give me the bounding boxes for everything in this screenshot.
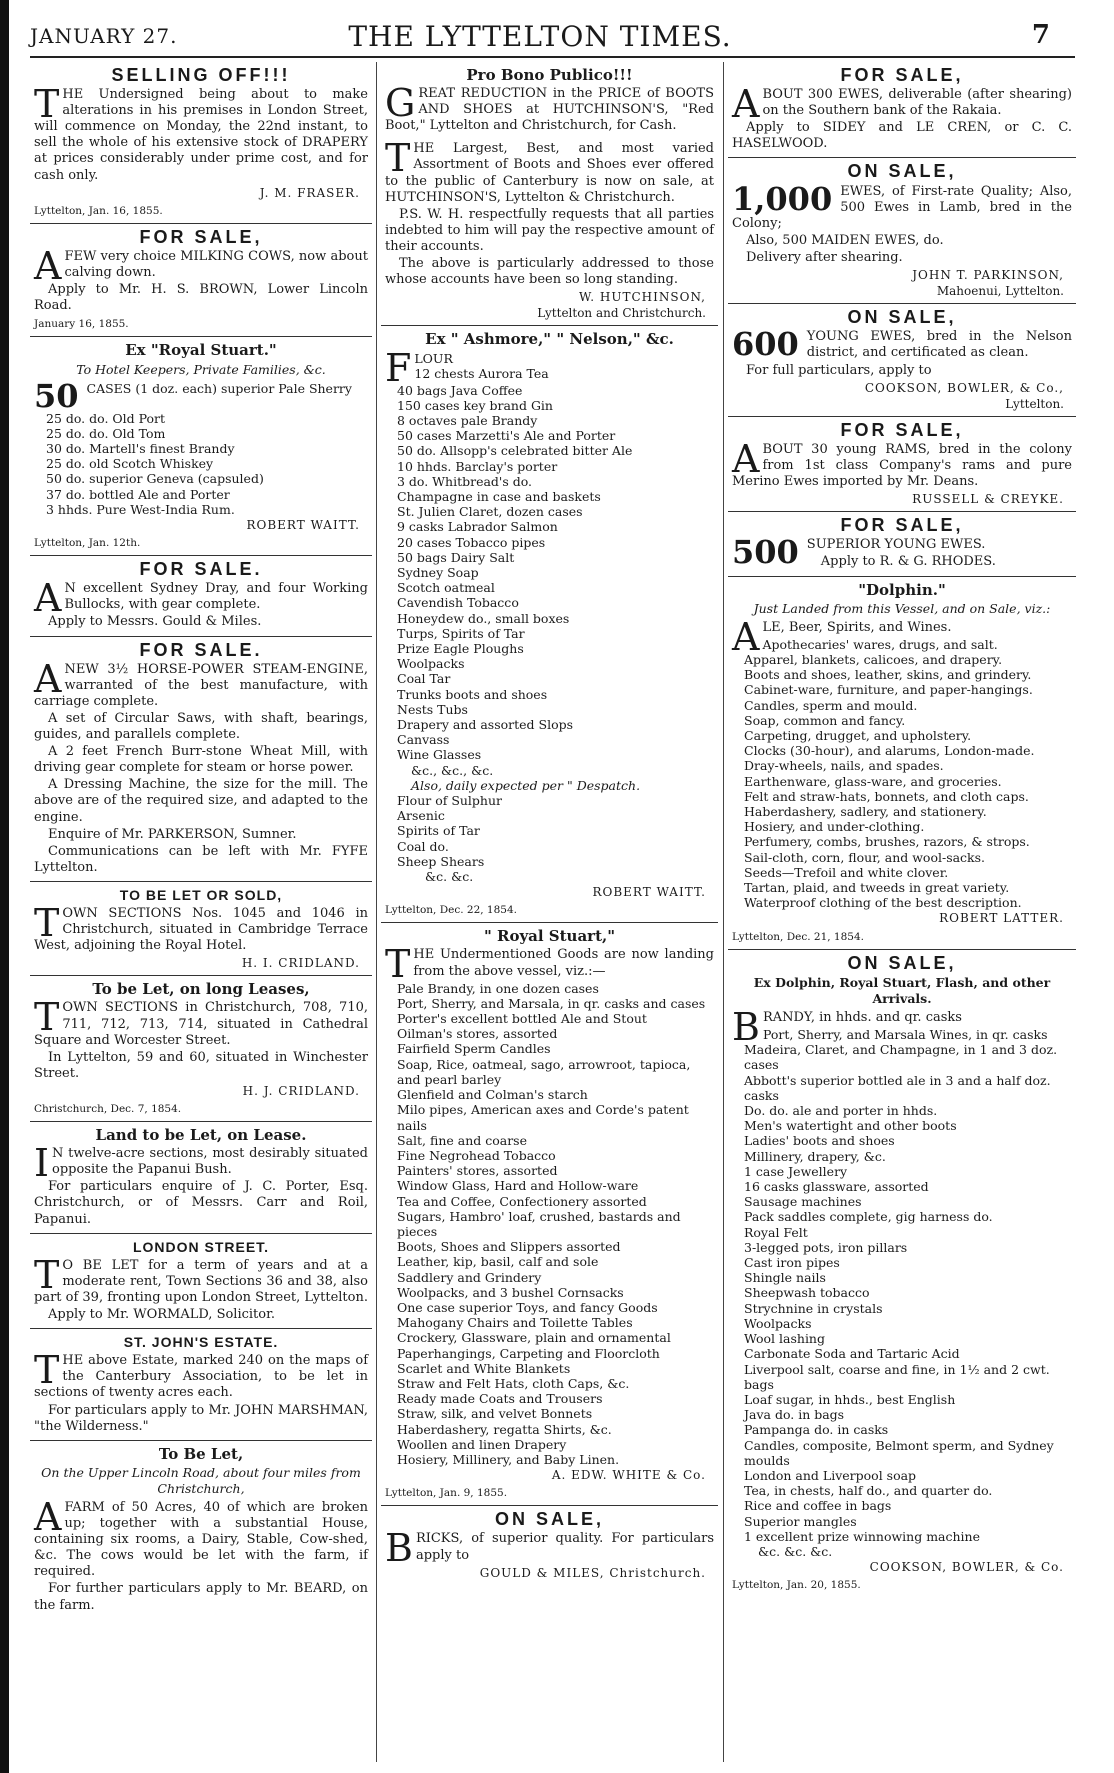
ad-text: N excellent Sydney Dray, and four Working Bullocks, with gear complete. xyxy=(64,581,368,613)
list-item: Honeydew do., small boxes xyxy=(397,610,570,626)
ad-subheading: Just Landed from this Vessel, and on Sale, viz.: xyxy=(753,600,1051,616)
list-item: Straw, silk, and velvet Bonnets xyxy=(397,1406,593,1422)
list-item: Porter's excellent bottled Ale and Stout xyxy=(397,1011,647,1027)
ad-bricks xyxy=(381,1506,718,1584)
list-item: Boots and shoes, leather, skins, and grindery. xyxy=(744,667,1032,683)
column-rule xyxy=(376,62,377,1762)
ad-heading: FOR SALE, xyxy=(840,419,964,440)
ad-heading: TO BE LET OR SOLD, xyxy=(119,886,283,903)
list-item: Sydney Soap xyxy=(397,564,479,580)
list-item: Nests Tubs xyxy=(397,701,468,717)
ad-subheading: Ex Dolphin, Royal Stuart, Flash, and other Arrivals. xyxy=(753,974,1051,1006)
drop-cap: F xyxy=(385,345,412,390)
ad-text: OWN SECTIONS in Christchurch, 708, 710, 711, 712, 713, 714, situated in Cathedral Square and Worcester Street. xyxy=(34,1000,368,1048)
ad-selling-off xyxy=(30,62,372,224)
ad-on-sale-arrivals xyxy=(728,950,1076,1598)
list-item: Felt and straw-hats, bonnets, and cloth caps. xyxy=(744,788,1029,804)
list-item: Coal do. xyxy=(397,838,449,854)
ad-heading: ON SALE, xyxy=(847,307,957,328)
list-item: Liverpool salt, coarse and fine, in 1½ and 2 cwt. bags xyxy=(744,1361,1050,1392)
list-item: 1 excellent prize winnowing machine xyxy=(744,1528,980,1544)
ad-text: FEW very choice MILKING COWS, now about calving down. xyxy=(64,248,368,281)
ad-text: REAT REDUCTION in the PRICE of BOOTS AND SHOES at HUTCHINSON'S, "Red Boot," Lyttelton and Christchurch, for Cash. xyxy=(385,86,714,134)
ad-signature-place: Lyttelton. xyxy=(1005,396,1064,411)
ad-heading: ON SALE, xyxy=(847,952,957,973)
ad-text: P.S. W. H. respectfully requests that all parties indebted to him will pay the respective amount of their accounts. xyxy=(385,206,714,254)
ad-text: Apply to R. & G. RHODES. xyxy=(820,554,996,570)
ad-1000-ewes xyxy=(728,158,1076,304)
ad-heading: "Dolphin." xyxy=(858,580,946,599)
ad-heading: SELLING OFF!!! xyxy=(111,65,291,85)
ad-heading: LONDON STREET. xyxy=(132,1238,270,1255)
ad-dateline: Lyttelton, Jan. 9, 1855. xyxy=(385,1487,508,1500)
drop-cap: A xyxy=(34,243,62,288)
ad-dateline: January 16, 1855. xyxy=(34,318,129,331)
ad-heading: FOR SALE, xyxy=(139,226,263,247)
list-item: Crockery, Glassware, plain and ornamental xyxy=(397,1330,671,1346)
big-number: 50 xyxy=(34,376,79,415)
list-item: Do. do. ale and porter in hhds. xyxy=(744,1103,938,1119)
drop-cap: A xyxy=(34,576,62,621)
issue-date: JANUARY 27. xyxy=(30,24,178,48)
ad-dateline: Lyttelton, Dec. 22, 1854. xyxy=(385,904,517,917)
ad-text: A set of Circular Saws, with shaft, bearings, guides, and parallels complete. xyxy=(34,710,368,743)
list-item: Leather, kip, basil, calf and sole xyxy=(397,1254,599,1270)
list-item: Tea, in chests, half do., and quarter do. xyxy=(744,1483,993,1499)
ad-text: Apply to Mr. WORMALD, Solicitor. xyxy=(48,1307,276,1323)
ad-signature: COOKSON, BOWLER, & Co., xyxy=(864,380,1064,395)
list-item: Trunks boots and shoes xyxy=(397,686,548,702)
list-item: Men's watertight and other boots xyxy=(744,1118,957,1134)
list-item: Woolpacks xyxy=(397,656,465,672)
ad-text: EWES, of First-rate Quality; Also, 500 Ewes in Lamb, bred in the Colony; xyxy=(732,183,1072,231)
ad-text: Apply to Mr. H. S. BROWN, Lower Lincoln Road. xyxy=(34,282,368,314)
list-item: Window Glass, Hard and Hollow-ware xyxy=(397,1178,639,1194)
drop-cap: A xyxy=(732,436,760,481)
list-item: Carpeting, drugget, and upholstery. xyxy=(744,728,972,744)
list-item: Candles, composite, Belmont sperm, and Sydney moulds xyxy=(744,1437,1054,1468)
ad-ashmore-nelson xyxy=(381,326,718,923)
ad-heading: FOR SALE, xyxy=(840,515,964,536)
ad-text: Delivery after shearing. xyxy=(746,249,903,265)
list-item: Hosiery, and under-clothing. xyxy=(744,819,925,835)
ad-dateline: Lyttelton, Jan. 12th. xyxy=(34,537,141,550)
drop-cap: I xyxy=(34,1141,50,1186)
ad-text: A 2 feet French Burr-stone Wheat Mill, with driving gear complete for steam or horse power. xyxy=(34,744,368,776)
ad-subheading: To Hotel Keepers, Private Families, &c. xyxy=(76,361,326,377)
page-number: 7 xyxy=(1031,20,1050,50)
list-item: 37 do. bottled Ale and Porter xyxy=(46,486,230,502)
ad-pro-bono-publico xyxy=(381,62,718,326)
ad-text: NEW 3½ HORSE-POWER STEAM-ENGINE, warranted of the best manufacture, with carriage complete. xyxy=(34,661,368,709)
list-item: Oilman's stores, assorted xyxy=(397,1026,558,1042)
list-item: Turps, Spirits of Tar xyxy=(397,625,525,641)
list-item: &c., &c., &c. xyxy=(411,762,494,778)
ad-long-leases xyxy=(30,976,372,1122)
ad-heading: Ex "Royal Stuart." xyxy=(125,341,277,360)
ad-signature: J. M. FRASER. xyxy=(259,185,360,200)
ad-dateline: Lyttelton, Dec. 21, 1854. xyxy=(732,930,864,943)
ad-text: Enquire of Mr. PARKERSON, Sumner. xyxy=(48,826,297,842)
drop-cap: T xyxy=(34,1348,60,1393)
ad-signature: H. J. CRIDLAND. xyxy=(242,1083,360,1098)
ad-heading: ON SALE, xyxy=(847,161,957,182)
list-item: 30 do. Martell's finest Brandy xyxy=(46,441,235,456)
ad-farm-to-let xyxy=(30,1441,372,1619)
list-item: Superior mangles xyxy=(744,1513,857,1529)
list-item: Cabinet-ware, furniture, and paper-hangings. xyxy=(744,682,1033,698)
list-item: Prize Eagle Ploughs xyxy=(397,640,524,656)
list-item: Millinery, drapery, &c. xyxy=(744,1148,886,1164)
ad-text: A Dressing Machine, the size for the mill. The above are of the required size, and adapted to the engine. xyxy=(34,777,368,825)
list-item: One case superior Toys, and fancy Goods xyxy=(397,1299,658,1315)
ad-text: Communications can be left with Mr. FYFE Lyttelton. xyxy=(34,843,368,875)
ad-signature: ROBERT LATTER. xyxy=(939,911,1064,926)
list-item: Soap, common and fancy. xyxy=(744,712,906,728)
ad-signature: COOKSON, BOWLER, & Co. xyxy=(869,1560,1064,1575)
list-item: Rice and coffee in bags xyxy=(744,1498,892,1514)
ad-dateline: Christchurch, Dec. 7, 1854. xyxy=(34,1103,182,1116)
drop-cap: A xyxy=(34,1494,62,1539)
column-3 xyxy=(728,62,1076,1597)
drop-cap: T xyxy=(385,136,411,181)
ad-heading: FOR SALE, xyxy=(840,65,964,85)
list-item: Soap, Rice, oatmeal, sago, arrowroot, tapioca, and pearl barley xyxy=(397,1056,691,1087)
drop-cap: B xyxy=(385,1526,413,1571)
newspaper-title: THE LYTTELTON TIMES. xyxy=(348,20,732,53)
ad-dateline: Lyttelton, Jan. 16, 1855. xyxy=(34,204,163,217)
masthead-rule xyxy=(30,56,1075,58)
ad-text: HE Undersigned being about to make alterations in his premises in London Street, will commence on Monday, the 22nd instant, to sell the whole of his extensive stock of DRAPERY at prices considerably under prime cost, and for cash only. xyxy=(34,87,368,183)
list-item: Port, Sherry, and Marsala, in qr. casks and cases xyxy=(397,995,706,1011)
drop-cap: B xyxy=(732,1004,760,1049)
list-item: Coal Tar xyxy=(397,671,451,687)
ad-land-lease xyxy=(30,1122,372,1234)
list-item: Dray-wheels, nails, and spades. xyxy=(744,758,944,774)
ad-30-rams xyxy=(728,417,1076,512)
list-item: Hosiery, Millinery, and Baby Linen. xyxy=(397,1451,620,1467)
ad-text: N twelve-acre sections, most desirably situated opposite the Papanui Bush. xyxy=(52,1146,368,1178)
ad-steam-engine xyxy=(30,637,372,882)
list-item: Apothecaries' wares, drugs, and salt. xyxy=(762,636,998,652)
list-item: 150 cases key brand Gin xyxy=(397,397,553,413)
list-item: Apparel, blankets, calicoes, and drapery. xyxy=(744,652,1003,668)
ad-text: HE Largest, Best, and most varied Assortment of Boots and Shoes ever offered to the public of Canterbury is now on sale, at HUTCHINSON'S, Lyttelton & Christchurch. xyxy=(385,141,714,205)
ad-text: Apply to Messrs. Gould & Miles. xyxy=(48,614,262,630)
ad-300-ewes xyxy=(728,62,1076,158)
ad-heading: " Royal Stuart," xyxy=(483,927,616,946)
list-item: &c. &c. xyxy=(425,869,474,884)
ad-text: BOUT 300 EWES, deliverable (after shearing) on the Southern bank of the Rakaia. xyxy=(762,87,1072,119)
drop-cap: T xyxy=(34,995,60,1040)
list-item: Drapery and assorted Slops xyxy=(397,716,574,732)
ad-subheading: Also, daily expected per " Despatch. xyxy=(411,777,641,793)
ad-milking-cows xyxy=(30,224,372,338)
ad-signature: RUSSELL & CREYKE. xyxy=(912,492,1064,507)
ad-signature-place: Mahoenui, Lyttelton. xyxy=(936,284,1064,299)
list-item: Scotch oatmeal xyxy=(397,580,495,596)
ad-600-ewes xyxy=(728,304,1076,417)
list-item: Earthenware, glass-ware, and groceries. xyxy=(744,773,1002,789)
list-item: Glenfield and Colman's starch xyxy=(397,1087,588,1103)
ad-text: LE, Beer, Spirits, and Wines. xyxy=(762,619,952,635)
list-item: 1 case Jewellery xyxy=(744,1163,848,1179)
list-item: Perfumery, combs, brushes, razors, & strops. xyxy=(744,834,1030,850)
ad-signature: GOULD & MILES, Christchurch. xyxy=(479,1565,706,1580)
ad-text: HE Undermentioned Goods are now landing from the above vessel, viz.:— xyxy=(413,947,714,979)
drop-cap: G xyxy=(385,81,416,126)
list-item: Wine Glasses xyxy=(397,747,482,763)
list-item: Loaf sugar, in hhds., best English xyxy=(744,1391,956,1407)
list-item: Carbonate Soda and Tartaric Acid xyxy=(744,1346,960,1362)
list-item: Boots, Shoes and Slippers assorted xyxy=(397,1239,621,1255)
ad-text: For full particulars, apply to xyxy=(746,362,932,378)
list-item: Abbott's superior bottled ale in 3 and a half doz. casks xyxy=(744,1072,1051,1103)
ad-heading: Land to be Let, on Lease. xyxy=(95,1126,307,1145)
ad-london-street xyxy=(30,1234,372,1329)
ad-text: HE above Estate, marked 240 on the maps of the Canterbury Association, to be let in sections of twenty acres each. xyxy=(34,1353,368,1401)
list-item: Sheep Shears xyxy=(397,853,485,869)
drop-cap: A xyxy=(34,656,62,701)
ad-text: RICKS, of superior quality. For particulars apply to xyxy=(415,1531,714,1563)
list-item: 25 do. do. Old Port xyxy=(46,410,166,426)
list-item: Haberdashery, sadlery, and stationery. xyxy=(744,804,987,820)
list-item: 3-legged pots, iron pillars xyxy=(744,1239,908,1255)
list-item: Saddlery and Grindery xyxy=(397,1269,542,1285)
ad-text: OWN SECTIONS Nos. 1045 and 1046 in Christchurch, situated in Cambridge Terrace West, adjoining the Royal Hotel. xyxy=(34,905,368,954)
list-item: Spirits of Tar xyxy=(397,823,480,839)
ad-town-sections-let-or-sold xyxy=(30,882,372,976)
scan-edge xyxy=(0,0,9,1773)
list-item: &c. &c. &c. xyxy=(758,1543,833,1559)
list-item: Woolpacks xyxy=(744,1315,812,1331)
big-number: 600 xyxy=(732,325,799,364)
list-item: Woollen and linen Drapery xyxy=(397,1436,567,1452)
list-item: 16 casks glassware, assorted xyxy=(744,1179,929,1195)
list-item: 40 bags Java Coffee xyxy=(397,382,523,398)
list-item: Paperhangings, Carpeting and Floorcloth xyxy=(397,1345,660,1361)
list-item: 50 do. Allsopp's celebrated bitter Ale xyxy=(397,443,633,459)
list-item: LOUR xyxy=(414,350,453,366)
ad-text: Apply to SIDEY and LE CREN, or C. C. HASELWOOD. xyxy=(732,120,1072,152)
list-item: Java do. in bags xyxy=(744,1407,845,1423)
ad-royal-stuart-spirits xyxy=(30,337,372,556)
ad-text: BOUT 30 young RAMS, bred in the colony from 1st class Company's rams and pure Merino Ewes imported by Mr. Deans. xyxy=(732,441,1072,490)
ad-signature-place: Lyttelton and Christchurch. xyxy=(537,306,706,321)
ad-text: O BE LET for a term of years and at a moderate rent, Town Sections 36 and 38, also part of 39, fronting upon London Street, Lyttelton. xyxy=(34,1257,368,1305)
list-item: Painters' stores, assorted xyxy=(397,1163,558,1179)
ad-heading: Ex " Ashmore," " Nelson," &c. xyxy=(425,330,674,349)
ad-signature: H. I. CRIDLAND. xyxy=(241,956,360,971)
list-item: Clocks (30-hour), and alarums, London-made. xyxy=(744,743,1035,759)
list-item: Milo pipes, American axes and Corde's patent nails xyxy=(397,1102,689,1133)
list-item: St. Julien Claret, dozen cases xyxy=(397,504,583,520)
ad-dolphin xyxy=(728,577,1076,950)
drop-cap: T xyxy=(34,82,60,127)
list-item: 50 cases Marzetti's Ale and Porter xyxy=(397,428,616,444)
ad-dateline: Lyttelton, Jan. 20, 1855. xyxy=(732,1579,861,1592)
list-item: Sugars, Hambro' loaf, crushed, bastards and pieces xyxy=(397,1208,681,1239)
ad-text: For particulars enquire of J. C. Porter, Esq. Christchurch, or of Messrs. Carr and Roil, Papanui. xyxy=(34,1179,368,1227)
list-item: Straw and Felt Hats, cloth Caps, &c. xyxy=(397,1375,630,1391)
list-item: Scarlet and White Blankets xyxy=(397,1360,571,1376)
ad-heading: To be Let, on long Leases, xyxy=(92,980,310,999)
list-item: Ladies' boots and shoes xyxy=(744,1133,895,1149)
list-item: Champagne in case and baskets xyxy=(397,488,601,504)
list-item: Sausage machines xyxy=(744,1194,862,1210)
list-item: Candles, sperm and mould. xyxy=(744,697,918,713)
list-item: 10 hhds. Barclay's porter xyxy=(397,458,558,474)
ad-signature: ROBERT WAITT. xyxy=(592,885,706,900)
list-item: Fine Negrohead Tobacco xyxy=(397,1147,556,1163)
list-item: 3 do. Whitbread's do. xyxy=(397,473,533,489)
list-item: Sheepwash tobacco xyxy=(744,1285,870,1301)
list-item: Royal Felt xyxy=(744,1224,808,1240)
list-item: Cavendish Tobacco xyxy=(397,595,519,611)
list-item: Salt, fine and coarse xyxy=(397,1132,527,1148)
masthead xyxy=(30,18,1050,53)
ad-st-johns-estate xyxy=(30,1329,372,1441)
list-item: Pale Brandy, in one dozen cases xyxy=(397,980,599,996)
list-item: Sail-cloth, corn, flour, and wool-sacks. xyxy=(744,849,986,865)
ad-signature: W. HUTCHINSON, xyxy=(579,290,706,305)
ad-text: For particulars apply to Mr. JOHN MARSHMAN, "the Wilderness." xyxy=(34,1402,368,1434)
list-item: Wool lashing xyxy=(744,1331,825,1347)
list-item: Fairfield Sperm Candles xyxy=(397,1041,551,1057)
list-item: Cast iron pipes xyxy=(744,1255,840,1271)
list-item: Pack saddles complete, gig harness do. xyxy=(744,1209,993,1225)
list-item: London and Liverpool soap xyxy=(744,1467,917,1483)
ad-signature: A. EDW. WHITE & Co. xyxy=(551,1468,706,1483)
list-item: 12 chests Aurora Tea xyxy=(414,365,549,381)
ad-text: The above is particularly addressed to those whose accounts have been so long standing. xyxy=(385,256,714,288)
list-item: Canvass xyxy=(397,732,450,748)
column-1 xyxy=(30,62,372,1619)
ad-signature: ROBERT WAITT. xyxy=(246,518,360,533)
ad-heading: FOR SALE. xyxy=(139,639,263,660)
list-item: 25 do. old Scotch Whiskey xyxy=(46,456,214,472)
list-item: Tea and Coffee, Confectionery assorted xyxy=(397,1193,647,1209)
list-item: 8 octaves pale Brandy xyxy=(397,412,538,428)
list-item: Flour of Sulphur xyxy=(397,792,503,808)
list-item: Seeds—Trefoil and white clover. xyxy=(744,864,949,880)
list-item: Madeira, Claret, and Champagne, in 1 and 3 doz. cases xyxy=(744,1042,1058,1073)
list-item: 50 bags Dairy Salt xyxy=(397,549,515,565)
big-number: 500 xyxy=(732,533,799,572)
drop-cap: A xyxy=(732,614,760,659)
drop-cap: A xyxy=(732,82,760,127)
ad-heading: ST. JOHN'S ESTATE. xyxy=(123,1334,279,1351)
ad-text: RANDY, in hhds. and qr. casks xyxy=(762,1009,962,1025)
drop-cap: T xyxy=(385,942,411,987)
list-item: Haberdashery, regatta Shirts, &c. xyxy=(397,1421,612,1437)
list-item: Mahogany Chairs and Toilette Tables xyxy=(397,1315,633,1331)
ad-heading: To Be Let, xyxy=(158,1444,244,1463)
list-item: Waterproof clothing of the best description. xyxy=(744,895,1022,911)
list-item: Tartan, plaid, and tweeds in great variety. xyxy=(744,880,1010,896)
list-item: Arsenic xyxy=(397,808,445,824)
list-item: 9 casks Labrador Salmon xyxy=(397,519,558,535)
ad-text: FARM of 50 Acres, 40 of which are broken up; together with a substantial House, containing six rooms, a Dairy, Stable, Cow-shed, &c. The cows would be let with the farm, if required. xyxy=(34,1499,368,1580)
column-2 xyxy=(381,62,718,1585)
list-item: CASES (1 doz. each) superior Pale Sherry xyxy=(86,380,352,396)
list-item: Strychnine in crystals xyxy=(744,1300,883,1316)
ad-heading: ON SALE, xyxy=(494,1509,604,1530)
list-item: Ready made Coats and Trousers xyxy=(397,1391,603,1407)
column-rule xyxy=(723,62,724,1762)
list-item: 3 hhds. Pure West-India Rum. xyxy=(46,501,235,517)
list-item: Pampanga do. in casks xyxy=(744,1422,889,1438)
list-item: Woolpacks, and 3 bushel Cornsacks xyxy=(397,1284,624,1300)
ad-royal-stuart-goods xyxy=(381,923,718,1506)
drop-cap: T xyxy=(34,900,60,945)
list-item: 25 do. do. Old Tom xyxy=(46,425,166,441)
ad-sydney-dray xyxy=(30,556,372,636)
ad-text: For further particulars apply to Mr. BEARD, on the farm. xyxy=(34,1581,368,1613)
ad-500-ewes xyxy=(728,512,1076,576)
ad-text: SUPERIOR YOUNG EWES. xyxy=(806,537,986,553)
big-number: 1,000 xyxy=(732,179,833,218)
ad-text: In Lyttelton, 59 and 60, situated in Winchester Street. xyxy=(34,1049,368,1081)
ad-heading: Pro Bono Publico!!! xyxy=(466,66,633,84)
list-item: Port, Sherry, and Marsala Wines, in qr. casks xyxy=(762,1027,1048,1043)
list-item: 50 do. superior Geneva (capsuled) xyxy=(46,471,264,487)
ad-text: Also, 500 MAIDEN EWES, do. xyxy=(746,232,944,248)
ad-text: YOUNG EWES, bred in the Nelson district, and certificated as clean. xyxy=(806,329,1072,361)
ad-signature: JOHN T. PARKINSON, xyxy=(912,268,1064,283)
ad-subheading: On the Upper Lincoln Road, about four miles from Christchurch, xyxy=(41,1464,361,1496)
ad-heading: FOR SALE. xyxy=(139,559,263,580)
list-item: Shingle nails xyxy=(744,1270,826,1286)
list-item: 20 cases Tobacco pipes xyxy=(397,534,546,550)
drop-cap: T xyxy=(34,1252,60,1297)
